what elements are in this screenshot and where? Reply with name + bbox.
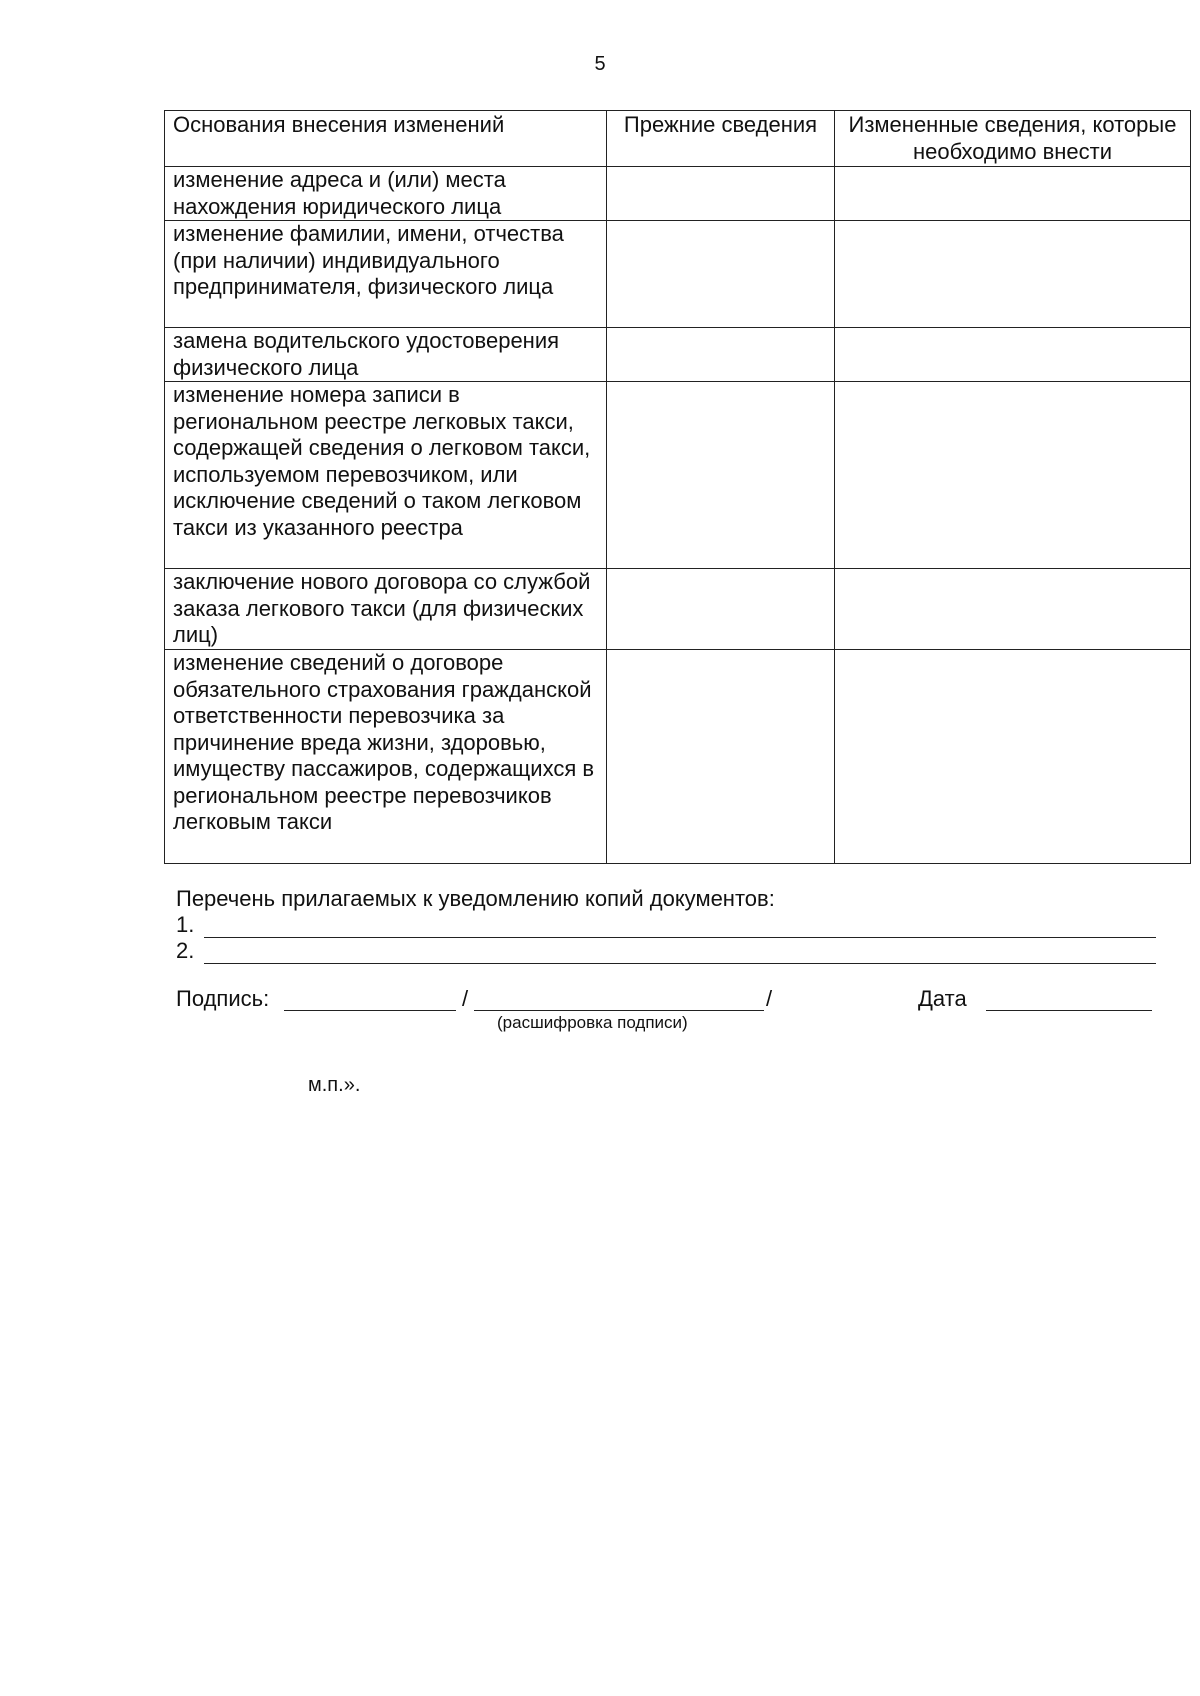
header-changed: Измененные сведения, которые необходимо внести — [835, 111, 1191, 167]
attached-documents-section — [176, 886, 1156, 964]
table-header-row — [165, 111, 1191, 167]
document-line — [176, 938, 1156, 964]
document-blank-field[interactable] — [204, 917, 1156, 938]
changed-cell[interactable] — [835, 569, 1191, 650]
previous-cell[interactable] — [607, 382, 835, 569]
signature-decoding-caption: (расшифровка подписи) — [497, 1013, 688, 1032]
reason-cell: изменение сведений о договоре обязательного страхования гражданской ответственности перевозчика за причинение вреда жизни, здоровью, имуществу пассажиров, содержащихся в региональном реестре перевозчиков легковым такси — [165, 650, 607, 864]
document-blank-field[interactable] — [204, 943, 1156, 964]
table-row — [165, 328, 1191, 382]
reason-cell: замена водительского удостоверения физического лица — [165, 328, 607, 382]
signature-label: Подпись: — [176, 986, 270, 1011]
previous-cell[interactable] — [607, 569, 835, 650]
changed-cell[interactable] — [835, 650, 1191, 864]
changed-cell[interactable] — [835, 328, 1191, 382]
signature-decoding-blank-field[interactable] — [474, 992, 764, 1011]
reason-cell: заключение нового договора со службой заказа легкового такси (для физических лиц) — [165, 569, 607, 650]
previous-cell[interactable] — [607, 328, 835, 382]
previous-cell[interactable] — [607, 167, 835, 221]
signature-slash: / — [766, 986, 773, 1011]
changed-cell[interactable] — [835, 167, 1191, 221]
signature-row — [176, 986, 1156, 1016]
header-reason: Основания внесения изменений — [165, 111, 607, 167]
table-row — [165, 382, 1191, 569]
document-number: 2. — [176, 938, 195, 963]
table-row — [165, 167, 1191, 221]
stamp-placeholder: м.п.». — [308, 1074, 361, 1096]
attached-documents-title: Перечень прилагаемых к уведомлению копий документов: — [176, 886, 775, 911]
previous-cell[interactable] — [607, 221, 835, 328]
page-number: 5 — [594, 53, 606, 75]
reason-cell: изменение адреса и (или) места нахождения юридического лица — [165, 167, 607, 221]
reason-cell: изменение фамилии, имени, отчества (при наличии) индивидуального предпринимателя, физического лица — [165, 221, 607, 328]
changed-cell[interactable] — [835, 382, 1191, 569]
previous-cell[interactable] — [607, 650, 835, 864]
document-line — [176, 912, 1156, 938]
table-row — [165, 221, 1191, 328]
table-row — [165, 569, 1191, 650]
document-number: 1. — [176, 912, 195, 937]
header-previous: Прежние сведения — [607, 111, 835, 167]
changed-cell[interactable] — [835, 221, 1191, 328]
signature-blank-field[interactable] — [284, 992, 456, 1011]
changes-table — [164, 110, 1191, 864]
date-label: Дата — [918, 986, 967, 1011]
signature-slash: / — [462, 986, 469, 1011]
reason-cell: изменение номера записи в региональном реестре легковых такси, содержащей сведения о легковом такси, используемом перевозчиком, или исключение сведений о таком легковом такси из указанного реестра — [165, 382, 607, 569]
table-row — [165, 650, 1191, 864]
date-blank-field[interactable] — [986, 992, 1152, 1011]
